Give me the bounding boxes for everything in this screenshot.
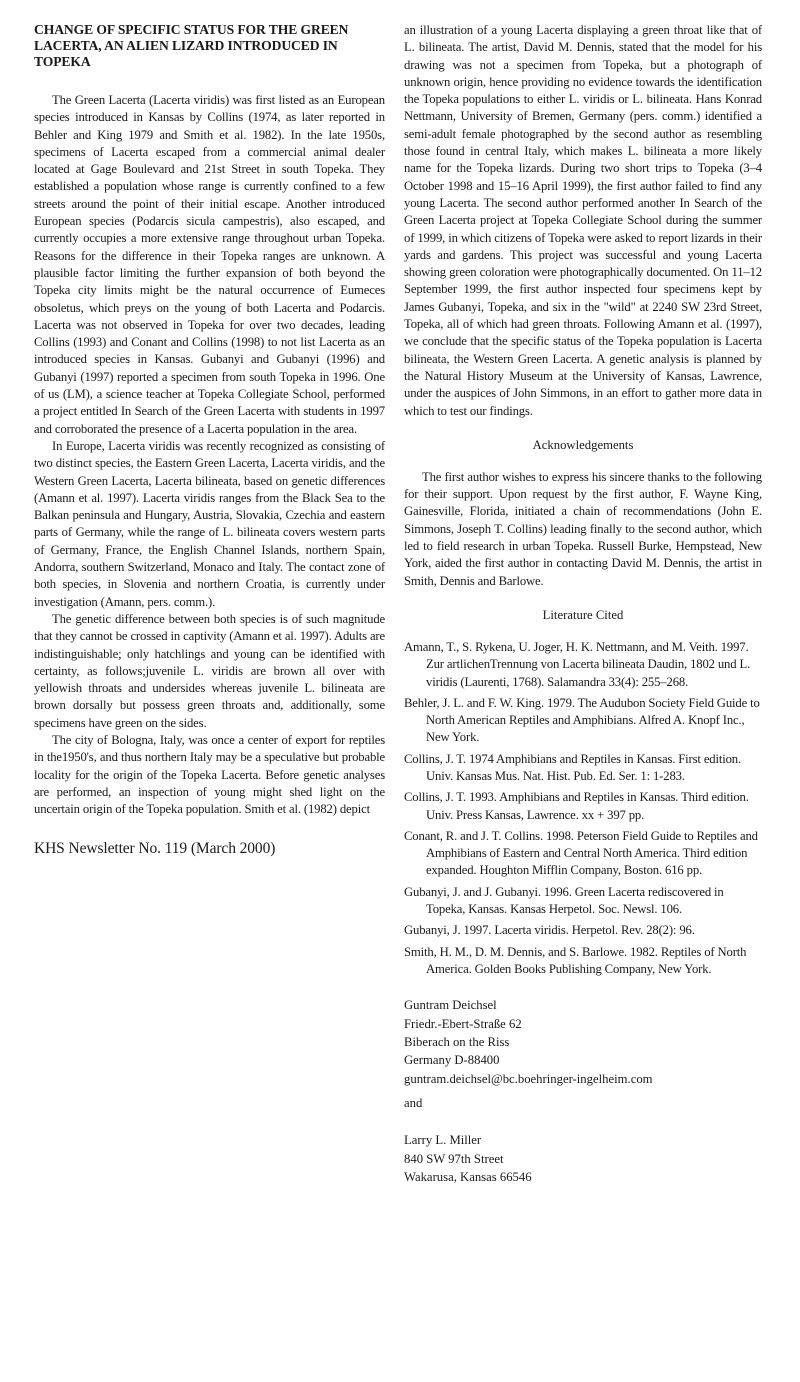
address-line: Friedr.-Ebert-Straße 62 bbox=[404, 1016, 522, 1031]
email-address: guntram.deichsel@bc.boehringer-ingelheim.com bbox=[404, 1071, 653, 1086]
acknowledgements-heading: Acknowledgements bbox=[532, 437, 634, 452]
literature-heading: Literature Cited bbox=[542, 607, 624, 622]
and-separator: and bbox=[404, 1096, 423, 1111]
body-paragraph: The Green Lacerta (Lacerta viridis) was first listed as an European species introduced in Kansas by Collins (1974, as later reported in Behler and King 1979 and Smith et al. 1982). In the late 1950s, specimens of Lacerta escaped from a commercial animal dealer located at Gage Boulevard and 21st Street in south Topeka. They established a population whose range is currently confined to a few streets around the point of their initial escape. Another introduced European species (Podarcis sicula campestris), also escaped, and currently occupies a more extensive range throughout urban Topeka. Reasons for the difference in their Topeka ranges are unknown. A plausible factor limiting the further expansion of both beyond the Topeka city limits might be the natural occurrence of Eumeces obsoletus, which preys on the young of both Lacerta and Podarcis. Lacerta was not observed in Topeka for over two decades, leading Collins (1993) and Conant and Collins (1998) to not list Lacerta as an introduced species in Kansas. Gubanyi and Gubanyi (1996) and Gubanyi (1997) reported a specimen from south Topeka in 1996. One of us (LM), a science teacher at Topeka Collegiate School, performed a project entitled In Search of the Green Lacerta with students in 1997 and corroborated the presence of a Lacerta population in the area. bbox=[34, 93, 385, 436]
address-line: Germany D-88400 bbox=[404, 1053, 500, 1068]
body-paragraph: The genetic difference between both species is of such magnitude that they cannot be crossed in captivity (Amann et al. 1997). Adults are indistinguishable; only hatchlings and young can be identified with certainty, as follows;juvenile L. viridis are brown all over with yellowish throats and undersides whereas juvenile L. bilineata are brown dorsally but possess green throats and, additionally, some specimens have green on the sides. bbox=[34, 611, 385, 730]
address-line: Biberach on the Riss bbox=[404, 1035, 510, 1050]
left-column bbox=[34, 22, 385, 858]
reference-item: Conant, R. and J. T. Collins. 1998. Peterson Field Guide to Reptiles and Amphibians of Eastern and Central North America. Third edition expanded. Houghton Mifflin Company, Boston. 616 pp. bbox=[404, 828, 758, 878]
address-line: 840 SW 97th Street bbox=[404, 1151, 504, 1166]
newsletter-footer: KHS Newsletter No. 119 (March 2000) bbox=[34, 840, 276, 858]
acknowledgements-text: The first author wishes to express his sincere thanks to the following for their support. Upon request by the first author, F. Wayne King, Gainesville, Florida, initiated a chain of recommendations (John E. Simmons, Joseph T. Collins) leading finally to the second author, which led to field research in urban Topeka. Russell Burke, Hempstead, New York, aided the first author in contacting David M. Dennis, the artist in Smith, Dennis and Barlowe. bbox=[404, 469, 762, 588]
reference-item: Collins, J. T. 1993. Amphibians and Reptiles in Kansas. Third edition. Univ. Press Kansas, Lawrence. xx + 397 pp. bbox=[404, 790, 749, 822]
right-column bbox=[404, 22, 762, 1187]
body-paragraph: In Europe, Lacerta viridis was recently recognized as consisting of two distinct species, the Eastern Green Lacerta, Lacerta viridis, and the Western Green Lacerta, Lacerta bilineata, based on genetic differences (Amann et al. 1997). Lacerta viridis ranges from the Black Sea to the Balkan peninsula and Hungary, Austria, Slovakia, Czechia and eastern parts of Germany, while the range of L. bilineata covers western parts of Germany, France, the English Channel Islands, northern Spain, Andorra, southern Switzerland, Monaco and Italy. The contact zone of both species, in Slovenia and northern Croatia, is currently under investigation (Amann, pers. comm.). bbox=[34, 438, 385, 609]
reference-item: Amann, T., S. Rykena, U. Joger, H. K. Nettmann, and M. Veith. 1997. Zur artlichenTrennung von Lacerta bilineata Daudin, 1802 und L. viridis (Laurenti, 1768). Salamandra 33(4): 255–268. bbox=[404, 639, 751, 689]
reference-list bbox=[404, 639, 762, 978]
article-title: CHANGE OF SPECIFIC STATUS FOR THE GREEN LACERTA, AN ALIEN LIZARD INTRODUCED IN TOPEKA bbox=[34, 22, 349, 69]
body-paragraph-continued: an illustration of a young Lacerta displaying a green throat like that of L. bilineata. The artist, David M. Dennis, stated that the model for his drawing was not a specimen from Topeka, but a photograph of unknown origin, hence providing no evidence towards the identification the Topeka populations to either L. viridis or L. bilineata. Hans Konrad Nettmann, University of Bremen, Germany (pers. comm.) identified a semi-adult female photographed by the second author as resembling those found in central Italy, which makes L. bilineata a more likely name for the Topeka lizards. During two short trips to Topeka (3–4 October 1998 and 15–16 April 1999), the first author failed to find any young Lacerta. The second author performed another In Search of the Green Lacerta project at Topeka Collegiate School during the summer of 1999, in which citizens of Topeka were asked to report lizards in their yards and gardens. This project was successful and young Lacerta showing green coloration were photographically documented. On 11–12 September 1999, the first author inspected four specimens kept by James Gubanyi, Topeka, and six in the "wild" at 2240 SW 23rd Street, Topeka, all of which had green throats. Following Amann et al. (1997), we conclude that the specific status of the Topeka population is Lacerta bilineata, the Western Green Lacerta. A genetic analysis is planned by the Natural History Museum at the University of Kansas, Lawrence, under the auspices of John Simmons, in an effort to gather more data in which to test our findings. bbox=[404, 23, 762, 418]
address-line: Guntram Deichsel bbox=[404, 998, 497, 1013]
body-paragraph: The city of Bologna, Italy, was once a center of export for reptiles in the1950's, and thus northern Italy may be a speculative but probable locality for the origin of the Topeka Lacerta. Before genetic analyses are performed, an inspection of young might shed light on the uncertain origin of the Topeka population. Smith et al. (1982) depict bbox=[34, 732, 385, 817]
reference-item: Behler, J. L. and F. W. King. 1979. The Audubon Society Field Guide to North American Reptiles and Amphibians. Alfred A. Knopf Inc., New York. bbox=[404, 695, 760, 745]
address-line: Wakarusa, Kansas 66546 bbox=[404, 1170, 532, 1185]
reference-item: Collins, J. T. 1974 Amphibians and Reptiles in Kansas. First edition. Univ. Kansas Mus. Nat. Hist. Pub. Ed. Ser. 1: 1-283. bbox=[404, 751, 742, 783]
author-address-2 bbox=[404, 1131, 762, 1186]
address-line: Larry L. Miller bbox=[404, 1133, 482, 1148]
reference-item: Gubanyi, J. 1997. Lacerta viridis. Herpetol. Rev. 28(2): 96. bbox=[404, 923, 695, 938]
reference-item: Smith, H. M., D. M. Dennis, and S. Barlowe. 1982. Reptiles of North America. Golden Books Publishing Company, New York. bbox=[404, 944, 747, 976]
reference-item: Gubanyi, J. and J. Gubanyi. 1996. Green Lacerta rediscovered in Topeka, Kansas. Kansas Herpetol. Soc. Newsl. 106. bbox=[404, 884, 724, 917]
author-address-1 bbox=[404, 996, 762, 1088]
